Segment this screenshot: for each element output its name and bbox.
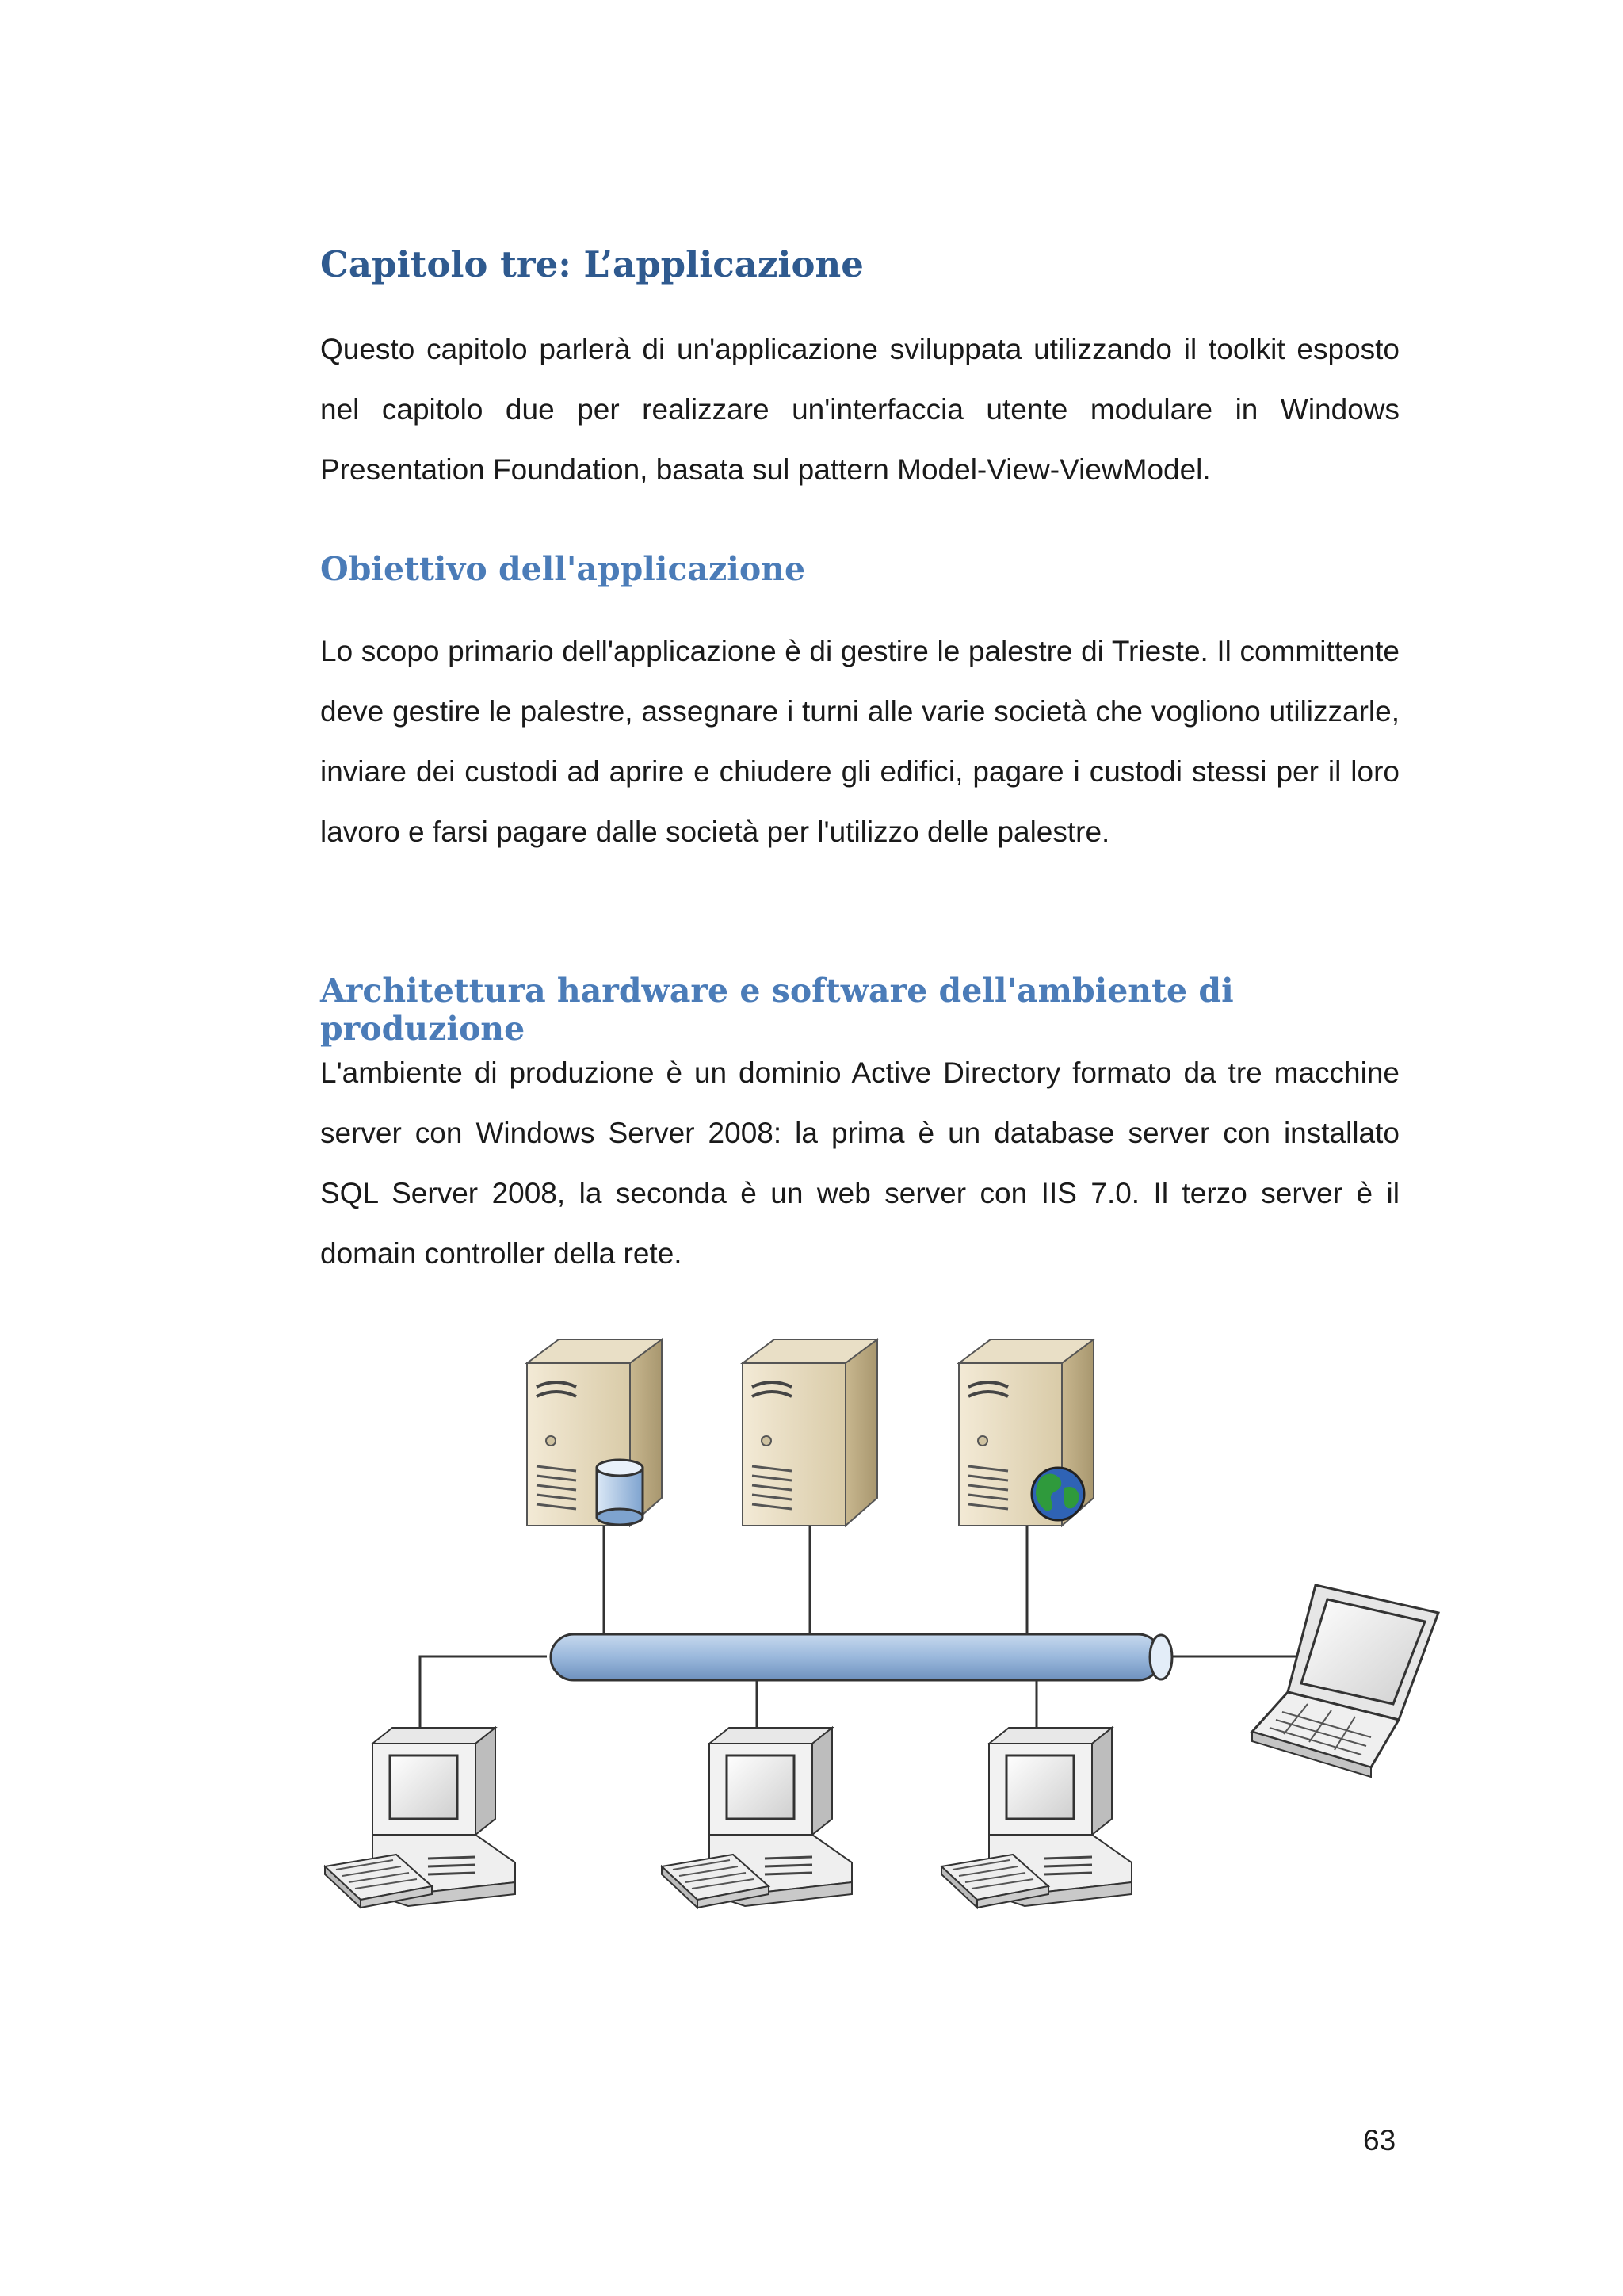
web-server-icon xyxy=(959,1339,1094,1526)
database-server-icon xyxy=(527,1339,662,1526)
objective-paragraph: Lo scopo primario dell'applicazione è di gestire le palestre di Trieste. Il committente deve gestire le palestre, assegnare i turni alle varie società che vogliono utilizzarle, inviare dei custodi ad aprire e chiudere gli edifici, pagare i custodi stessi per il loro lavoro e farsi pagare dalle società per l'utilizzo delle palestre. xyxy=(320,635,1400,848)
laptop-icon xyxy=(1252,1585,1438,1777)
section-title-objective: Obiettivo dell'applicazione xyxy=(320,550,806,588)
globe-icon xyxy=(1032,1468,1084,1520)
network-links xyxy=(420,1522,1300,1744)
page-number: 63 xyxy=(1363,2124,1396,2157)
network-diagram xyxy=(317,1331,1458,1934)
network-backbone xyxy=(551,1634,1172,1680)
intro-paragraph: Questo capitolo parlerà di un'applicazione sviluppata utilizzando il toolkit esposto nel capitolo due per realizzare un'interfaccia utente modulare in Windows Presentation Foundation, basata sul pattern Model-View-ViewModel. xyxy=(320,333,1400,486)
architecture-paragraph: L'ambiente di produzione è un dominio Active Directory formato da tre macchine server con Windows Server 2008: la prima è un database server con installato SQL Server 2008, la seconda è un web server con IIS 7.0. Il terzo server è il domain controller della rete. xyxy=(320,1056,1400,1270)
domain-controller-icon xyxy=(743,1339,877,1526)
workstation-icon-2 xyxy=(662,1728,852,1908)
section-title-architecture: Architettura hardware e software dell'ambiente di produzione xyxy=(320,972,1234,1048)
chapter-title: Capitolo tre: L’applicazione xyxy=(320,243,864,285)
workstation-icon-3 xyxy=(941,1728,1132,1908)
workstation-icon-1 xyxy=(325,1728,515,1908)
